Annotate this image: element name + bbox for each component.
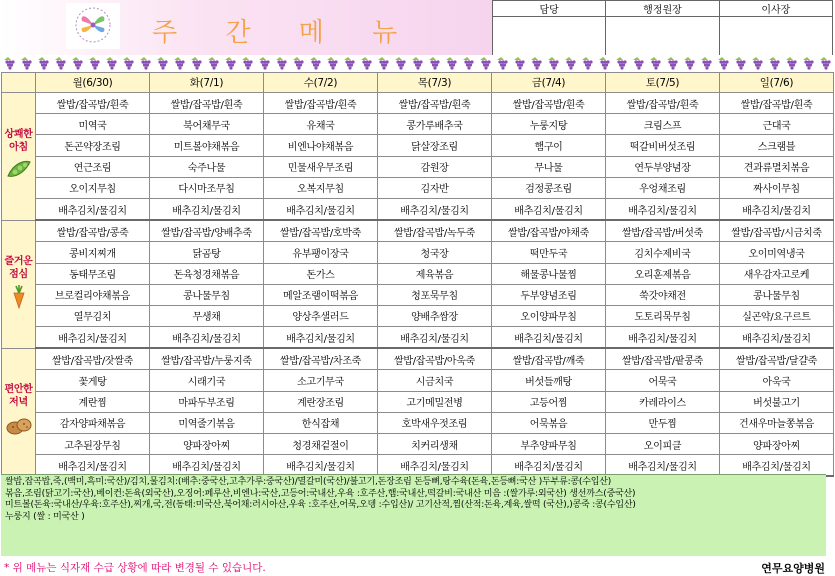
menu-item-cell: 브로컬리야채볶음 (36, 284, 150, 305)
menu-item-cell: 배추김치/물김치 (606, 455, 720, 477)
grape-cluster-icon (344, 57, 355, 70)
menu-item-cell: 짜사이무침 (720, 177, 834, 198)
menu-item-cell: 쌀밥/잡곡밥/잣쌀죽 (36, 348, 150, 370)
menu-item-cell: 배추김치/물김치 (492, 198, 606, 220)
menu-item-cell: 배추김치/물김치 (36, 327, 150, 349)
grape-cluster-icon (684, 57, 695, 70)
grape-cluster-icon (123, 57, 134, 70)
grape-cluster-icon (616, 57, 627, 70)
meal-label-wrap (2, 128, 35, 184)
menu-item-cell: 우엉채조림 (606, 177, 720, 198)
menu-item-cell: 소고기무국 (264, 370, 378, 391)
menu-item-cell: 두부양념조림 (492, 284, 606, 305)
menu-item-cell: 쌀밥/잡곡밥/녹두죽 (378, 220, 492, 242)
grape-cluster-icon (667, 57, 678, 70)
day-header: 수(7/2) (264, 73, 378, 93)
menu-item-cell: 배추김치/물김치 (606, 327, 720, 349)
menu-item-cell: 쌀밥/잡곡밥/아욱죽 (378, 348, 492, 370)
menu-item-cell: 오이미역냉국 (720, 242, 834, 263)
menu-item-cell: 쌀밥/잡곡밥/흰죽 (36, 93, 150, 114)
menu-item-cell: 배추김치/물김치 (606, 198, 720, 220)
menu-item-cell: 햄구이 (492, 135, 606, 156)
grape-cluster-icon (72, 57, 83, 70)
menu-item-cell: 호박새우젓조림 (378, 412, 492, 433)
menu-item-cell: 다시마조무침 (150, 177, 264, 198)
page-title: 주 간 메 뉴 (152, 18, 418, 48)
grape-cluster-icon (735, 57, 746, 70)
menu-item-cell: 버섯들깨탕 (492, 370, 606, 391)
menu-item-cell: 배추김치/물김치 (36, 198, 150, 220)
menu-item-cell: 돈곤약장조림 (36, 135, 150, 156)
menu-item-cell: 민물새우무조림 (264, 156, 378, 177)
menu-item-cell: 오이지무침 (36, 177, 150, 198)
grape-cluster-icon (293, 57, 304, 70)
grape-cluster-icon (701, 57, 712, 70)
origin-note-line: 누룽지 (쌀 : 미국산 ) (5, 511, 85, 522)
menu-row (2, 135, 834, 156)
menu-item-cell: 제육볶음 (378, 263, 492, 284)
grape-cluster-icon (191, 57, 202, 70)
menu-item-cell: 콩나물무침 (720, 284, 834, 305)
day-header: 일(7/6) (720, 73, 834, 93)
menu-item-cell: 쌀밥/잡곡밥/깨죽 (492, 348, 606, 370)
grape-cluster-icon (208, 57, 219, 70)
grape-cluster-icon (276, 57, 287, 70)
meal-label (2, 348, 36, 476)
meal-label-wrap (2, 383, 35, 441)
grape-cluster-icon (106, 57, 117, 70)
approval-role: 행정원장 (606, 1, 719, 17)
menu-item-cell: 감원장 (378, 156, 492, 177)
grape-cluster-icon (480, 57, 491, 70)
menu-item-cell: 열무김치 (36, 305, 150, 326)
menu-row (2, 93, 834, 114)
grape-border-decoration (0, 55, 835, 70)
menu-item-cell: 도토리묵무침 (606, 305, 720, 326)
menu-item-cell: 오복지무침 (264, 177, 378, 198)
menu-item-cell: 배추김치/물김치 (378, 327, 492, 349)
day-header: 금(7/4) (492, 73, 606, 93)
menu-item-cell: 쌀밥/잡곡밥/호박죽 (264, 220, 378, 242)
grape-cluster-icon (259, 57, 270, 70)
menu-item-cell: 쌀밥/잡곡밥/흰죽 (378, 93, 492, 114)
menu-item-cell: 고추된장무침 (36, 434, 150, 455)
menu-row (2, 220, 834, 242)
menu-item-cell: 쌀밥/잡곡밥/흰죽 (606, 93, 720, 114)
grape-cluster-icon (548, 57, 559, 70)
menu-item-cell: 감자양파채볶음 (36, 412, 150, 433)
menu-body (2, 93, 834, 477)
menu-item-cell: 콩가루배추국 (378, 114, 492, 135)
menu-item-cell: 콩나물무침 (150, 284, 264, 305)
grape-cluster-icon (395, 57, 406, 70)
grape-cluster-icon (531, 57, 542, 70)
origin-notes (1, 474, 826, 556)
menu-item-cell: 연두부양념장 (606, 156, 720, 177)
day-header: 월(6/30) (36, 73, 150, 93)
menu-item-cell: 쌀밥/잡곡밥/흰죽 (150, 93, 264, 114)
meal-label-line: 점심 (9, 269, 28, 281)
meal-label-wrap (2, 255, 35, 313)
menu-item-cell: 김치수제비국 (606, 242, 720, 263)
menu-item-cell: 배추김치/물김치 (150, 198, 264, 220)
meal-label-line: 즐거운 (4, 256, 33, 268)
weekly-menu-table (1, 72, 834, 477)
approval-role: 담당 (493, 1, 606, 17)
menu-item-cell: 계란장조림 (264, 391, 378, 412)
menu-item-cell: 떡만두국 (492, 242, 606, 263)
menu-item-cell: 무나물 (492, 156, 606, 177)
menu-item-cell: 카레라이스 (606, 391, 720, 412)
menu-item-cell: 쌀밥/잡곡밥/버섯죽 (606, 220, 720, 242)
meal-label (2, 220, 36, 348)
menu-item-cell: 청포묵무침 (378, 284, 492, 305)
menu-item-cell: 오이피클 (606, 434, 720, 455)
menu-item-cell: 쌀밥/잡곡밥/달걀죽 (720, 348, 834, 370)
origin-note-line: 쌀밥,잡곡밥,죽,(백미,흑미:국산)/김치,물김치:(배추:중국산,고추가루:중국산)/멸갈미(국산)/불고기,돈장조림 돈등뼈,탕수육(돈육,돈등뼈:국산 )두부류:콩(수입산) (5, 477, 612, 487)
menu-row (2, 391, 834, 412)
menu-item-cell: 김자반 (378, 177, 492, 198)
menu-item-cell: 견과류멸치볶음 (720, 156, 834, 177)
grape-cluster-icon (412, 57, 423, 70)
menu-row (2, 284, 834, 305)
menu-item-cell: 배추김치/물김치 (36, 455, 150, 477)
day-header-row (2, 73, 834, 93)
menu-item-cell: 미역국 (36, 114, 150, 135)
grape-cluster-icon (446, 57, 457, 70)
origin-note-line: 볶음,조림(닭고기:국산),베이컨:돈육(외국산),오징어:페루산,비엔나:국산,고등어:국내산,우육 :호주산,햄:국내산,떡갈비:국내산 미음 :(쌀가루:외국산) 생선까스(중국산) (5, 488, 636, 499)
menu-item-cell: 비엔나야채볶음 (264, 135, 378, 156)
menu-item-cell: 배추김치/물김치 (492, 455, 606, 477)
menu-item-cell: 무생채 (150, 305, 264, 326)
menu-row (2, 348, 834, 370)
pea-pod-icon (6, 158, 32, 184)
menu-item-cell: 근대국 (720, 114, 834, 135)
grape-cluster-icon (463, 57, 474, 70)
menu-item-cell: 크림스프 (606, 114, 720, 135)
menu-item-cell: 어묵볶음 (492, 412, 606, 433)
menu-item-cell: 쌀밥/잡곡밥/누룽지죽 (150, 348, 264, 370)
menu-item-cell: 부추양파무침 (492, 434, 606, 455)
menu-row (2, 114, 834, 135)
menu-item-cell: 쑥갓야채전 (606, 284, 720, 305)
menu-item-cell: 배추김치/물김치 (378, 455, 492, 477)
grape-cluster-icon (157, 57, 168, 70)
menu-item-cell: 오리훈제볶음 (606, 263, 720, 284)
meal-label-line: 저녁 (9, 397, 28, 409)
grape-cluster-icon (361, 57, 372, 70)
menu-item-cell: 치커리생채 (378, 434, 492, 455)
menu-item-cell: 양상추샐러드 (264, 305, 378, 326)
hospital-name: 연무요양병원 (761, 562, 825, 575)
grape-cluster-icon (89, 57, 100, 70)
menu-item-cell: 메알조램이떡볶음 (264, 284, 378, 305)
menu-item-cell: 스크램블 (720, 135, 834, 156)
meal-label (2, 93, 36, 221)
menu-item-cell: 배추김치/물김치 (378, 198, 492, 220)
day-header: 목(7/3) (378, 73, 492, 93)
origin-note-line: 미트볼(돈육:국내산/우육:호주산),찌개,국,전(동태:미국산,북어채:러시아산,우육 :호주산,어묵,오뎅 :수입산)/ 고기산적,찜(산적:돈육,계육,쌀떡 (국산),)콩죽 :콩(수입산) (5, 500, 636, 511)
menu-item-cell: 배추김치/물김치 (264, 198, 378, 220)
menu-item-cell: 동태무조림 (36, 263, 150, 284)
grape-cluster-icon (718, 57, 729, 70)
menu-item-cell: 쌀밥/잡곡밥/야채죽 (492, 220, 606, 242)
grape-cluster-icon (55, 57, 66, 70)
grape-cluster-icon (429, 57, 440, 70)
grape-cluster-icon (38, 57, 49, 70)
grape-cluster-icon (378, 57, 389, 70)
menu-item-cell: 미트볼야채볶음 (150, 135, 264, 156)
menu-item-cell: 숙주나물 (150, 156, 264, 177)
menu-item-cell: 청국장 (378, 242, 492, 263)
menu-item-cell: 쌀밥/잡곡밥/흰죽 (264, 93, 378, 114)
grape-cluster-icon (174, 57, 185, 70)
meal-label-text (4, 128, 32, 154)
grape-cluster-icon (225, 57, 236, 70)
menu-item-cell: 배추김치/물김치 (150, 455, 264, 477)
menu-item-cell: 배추김치/물김치 (720, 198, 834, 220)
approval-role: 이사장 (719, 1, 832, 17)
menu-item-cell: 아욱국 (720, 370, 834, 391)
grape-cluster-icon (650, 57, 661, 70)
menu-item-cell: 새우감자고로케 (720, 263, 834, 284)
menu-row (2, 177, 834, 198)
menu-item-cell: 해물콩나물찜 (492, 263, 606, 284)
menu-item-cell: 양파장아찌 (150, 434, 264, 455)
potato-icon (5, 413, 33, 441)
menu-item-cell: 양배추쌈장 (378, 305, 492, 326)
grape-cluster-icon (4, 57, 15, 70)
menu-item-cell: 쌀밥/잡곡밥/흰죽 (492, 93, 606, 114)
menu-row (2, 263, 834, 284)
menu-item-cell: 연근조림 (36, 156, 150, 177)
menu-item-cell: 건새우마늘쫑볶음 (720, 412, 834, 433)
change-notice: * 위 메뉴는 식자재 수급 상황에 따라 변경될 수 있습니다. (4, 562, 266, 574)
grape-cluster-icon (769, 57, 780, 70)
menu-item-cell: 배추김치/물김치 (720, 327, 834, 349)
menu-item-cell: 배추김치/물김치 (720, 455, 834, 477)
menu-item-cell: 계란찜 (36, 391, 150, 412)
grape-cluster-icon (242, 57, 253, 70)
grape-cluster-icon (803, 57, 814, 70)
menu-row (2, 412, 834, 433)
meal-label-line: 상쾌한 (4, 129, 33, 141)
menu-item-cell: 만두찜 (606, 412, 720, 433)
grape-cluster-icon (752, 57, 763, 70)
menu-item-cell: 배추김치/물김치 (492, 327, 606, 349)
menu-item-cell: 배추김치/물김치 (264, 327, 378, 349)
menu-item-cell: 유부팽이장국 (264, 242, 378, 263)
menu-item-cell: 쌀밥/잡곡밥/흰죽 (720, 93, 834, 114)
menu-item-cell: 꽃게탕 (36, 370, 150, 391)
menu-item-cell: 고등어찜 (492, 391, 606, 412)
menu-item-cell: 마파두부조림 (150, 391, 264, 412)
menu-item-cell: 누룽지탕 (492, 114, 606, 135)
corner-cell (2, 73, 36, 93)
menu-row (2, 198, 834, 220)
grape-cluster-icon (820, 57, 831, 70)
menu-item-cell: 검정콩조림 (492, 177, 606, 198)
grape-cluster-icon (497, 57, 508, 70)
menu-row (2, 327, 834, 349)
menu-item-cell: 배추김치/물김치 (150, 327, 264, 349)
page-header (0, 0, 835, 55)
menu-item-cell: 닭곰탕 (150, 242, 264, 263)
menu-item-cell: 배추김치/물김치 (264, 455, 378, 477)
menu-item-cell: 양파장아찌 (720, 434, 834, 455)
grape-cluster-icon (21, 57, 32, 70)
menu-item-cell: 유채국 (264, 114, 378, 135)
menu-item-cell: 닭살장조림 (378, 135, 492, 156)
grape-cluster-icon (310, 57, 321, 70)
grape-cluster-icon (565, 57, 576, 70)
menu-item-cell: 콩비지찌개 (36, 242, 150, 263)
menu-item-cell: 청경채겉절이 (264, 434, 378, 455)
menu-item-cell: 쌀밥/잡곡밥/차조죽 (264, 348, 378, 370)
meal-label-line: 아침 (9, 142, 28, 154)
menu-item-cell: 쌀밥/잡곡밥/팥콩죽 (606, 348, 720, 370)
menu-item-cell: 고기메밀전병 (378, 391, 492, 412)
menu-item-cell: 쌀밥/잡곡밥/콩죽 (36, 220, 150, 242)
grape-cluster-icon (582, 57, 593, 70)
grape-cluster-icon (327, 57, 338, 70)
page-footer (0, 557, 835, 575)
menu-item-cell: 한식잡채 (264, 412, 378, 433)
carrot-icon (8, 285, 30, 313)
menu-item-cell: 돈육청경채볶음 (150, 263, 264, 284)
meal-label-text (4, 383, 32, 409)
grape-cluster-icon (633, 57, 644, 70)
menu-item-cell: 북어채무국 (150, 114, 264, 135)
menu-row (2, 305, 834, 326)
menu-row (2, 370, 834, 391)
menu-row (2, 156, 834, 177)
menu-item-cell: 돈가스 (264, 263, 378, 284)
menu-item-cell: 어묵국 (606, 370, 720, 391)
menu-item-cell: 버섯불고기 (720, 391, 834, 412)
hospital-logo (66, 3, 120, 49)
menu-item-cell: 실곤약/요구르트 (720, 305, 834, 326)
day-header: 화(7/1) (150, 73, 264, 93)
title-banner (0, 0, 492, 55)
menu-item-cell: 시래기국 (150, 370, 264, 391)
grape-cluster-icon (786, 57, 797, 70)
menu-item-cell: 오이양파무침 (492, 305, 606, 326)
menu-item-cell: 미역줄기볶음 (150, 412, 264, 433)
meal-label-text (4, 255, 32, 281)
day-header: 토(7/5) (606, 73, 720, 93)
grape-cluster-icon (599, 57, 610, 70)
grape-cluster-icon (514, 57, 525, 70)
meal-label-line: 편안한 (4, 384, 33, 396)
menu-row (2, 242, 834, 263)
menu-row (2, 434, 834, 455)
grape-cluster-icon (140, 57, 151, 70)
menu-item-cell: 쌀밥/잡곡밥/양배추죽 (150, 220, 264, 242)
menu-item-cell: 쌀밥/잡곡밥/시금치죽 (720, 220, 834, 242)
menu-item-cell: 떡갈비버섯조림 (606, 135, 720, 156)
menu-item-cell: 시금치국 (378, 370, 492, 391)
